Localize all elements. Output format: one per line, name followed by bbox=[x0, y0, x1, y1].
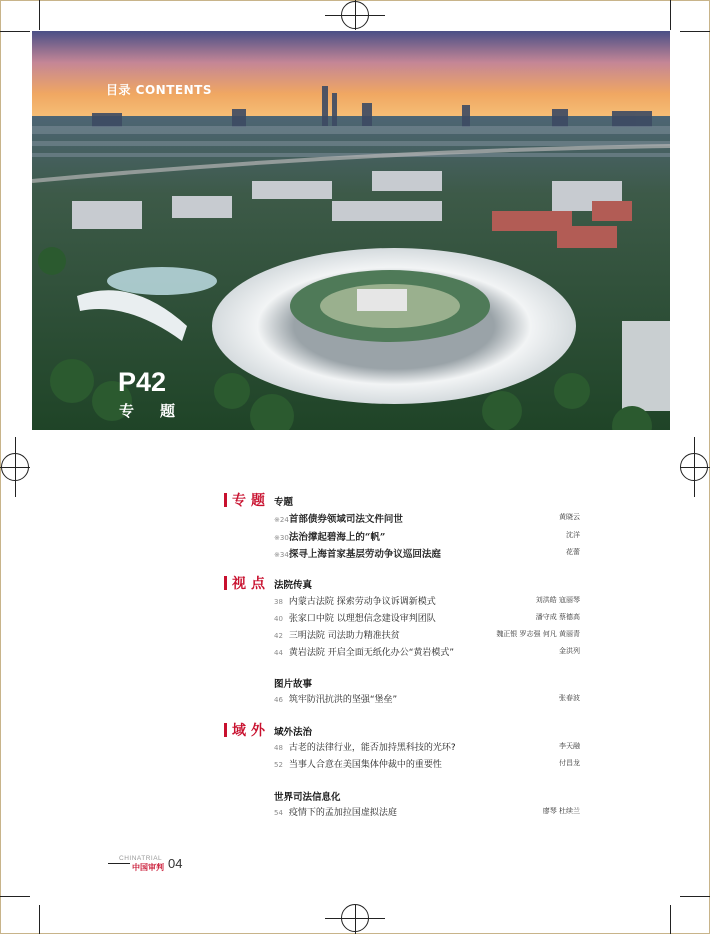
article-author: 潘守成 蔡德高 bbox=[535, 613, 580, 621]
list-item[interactable]: 40 张家口中院 以理想信念建设审判团队 潘守成 蔡德高 bbox=[274, 613, 580, 624]
article-author: 廖琴 杜续兰 bbox=[542, 807, 580, 815]
featured-page-number[interactable]: P42 bbox=[118, 367, 167, 397]
article-title: 内蒙古法院 探索劳动争议诉调新模式 bbox=[288, 597, 436, 607]
group-title-foreign-law: 域外法治 bbox=[274, 727, 313, 738]
hero-photo bbox=[32, 31, 670, 430]
article-title: 古老的法律行业，能否加持黑科技的光环? bbox=[288, 743, 456, 753]
list-item[interactable]: 52 当事人合意在美国集体仲裁中的重要性 付昌龙 bbox=[274, 759, 580, 770]
article-author: 付昌龙 bbox=[559, 759, 580, 767]
article-author: 魏正银 罗志强 何凡 黄丽青 bbox=[496, 630, 580, 638]
featured-topic-label: 专题 bbox=[119, 402, 202, 420]
list-item[interactable]: 44 黄岩法院 开启全面无纸化办公“黄岩模式” 金洪列 bbox=[274, 647, 580, 658]
article-title: 张家口中院 以理想信念建设审判团队 bbox=[288, 614, 436, 624]
article-title: 疫情下的孟加拉国虚拟法庭 bbox=[288, 808, 397, 818]
article-author: 花蕾 bbox=[566, 548, 580, 556]
article-title: 首部债券领域司法文件问世 bbox=[288, 514, 403, 525]
article-title: 探寻上海首家基层劳动争议巡回法庭 bbox=[288, 549, 441, 560]
article-author: 刘洪皓 寇丽琴 bbox=[535, 596, 580, 604]
article-title: 当事人合意在美国集体仲裁中的重要性 bbox=[288, 760, 442, 770]
list-item[interactable]: ※34 探寻上海首家基层劳动争议巡回法庭 花蕾 bbox=[274, 548, 580, 560]
article-author: 沈洋 bbox=[566, 531, 580, 539]
article-author: 李天融 bbox=[559, 742, 580, 750]
article-title: 法治撑起碧海上的“帆” bbox=[288, 532, 386, 543]
page-number: 04 bbox=[168, 856, 183, 871]
section-label-special: 专题 bbox=[224, 490, 270, 510]
magazine-logo: 中国审判 bbox=[132, 863, 164, 872]
list-item[interactable]: 42 三明法院 司法助力精准扶贫 魏正银 罗志强 何凡 黄丽青 bbox=[274, 630, 580, 641]
list-item[interactable]: ※24 首部债券领域司法文件问世 黄晓云 bbox=[274, 513, 580, 525]
list-item[interactable]: ※30 法治撑起碧海上的“帆” 沈洋 bbox=[274, 531, 580, 543]
article-author: 张春波 bbox=[559, 694, 580, 702]
magazine-name-en: CHINATRIAL bbox=[119, 855, 163, 862]
article-title: 三明法院 司法助力精准扶贫 bbox=[288, 631, 400, 641]
group-title-court-news: 法院传真 bbox=[274, 580, 313, 591]
list-item[interactable]: 46 筑牢防汛抗洪的坚强“堡垒” 张春波 bbox=[274, 694, 580, 705]
article-author: 黄晓云 bbox=[559, 513, 580, 521]
group-title-special: 专题 bbox=[274, 497, 294, 508]
footer-rule bbox=[108, 863, 130, 864]
group-title-world-judicial-it: 世界司法信息化 bbox=[274, 792, 341, 803]
list-item[interactable]: 54 疫情下的孟加拉国虚拟法庭 廖琴 杜续兰 bbox=[274, 807, 580, 818]
article-author: 金洪列 bbox=[559, 647, 580, 655]
list-item[interactable]: 38 内蒙古法院 探索劳动争议诉调新模式 刘洪皓 寇丽琴 bbox=[274, 596, 580, 607]
article-title: 筑牢防汛抗洪的坚强“堡垒” bbox=[288, 695, 398, 705]
group-title-photo-story: 图片故事 bbox=[274, 679, 313, 690]
list-item[interactable]: 48 古老的法律行业，能否加持黑科技的光环? 李天融 bbox=[274, 742, 580, 753]
article-title: 黄岩法院 开启全面无纸化办公“黄岩模式” bbox=[288, 648, 455, 658]
section-label-viewpoint: 视点 bbox=[224, 573, 270, 593]
contents-label: 目录 CONTENTS bbox=[106, 83, 212, 97]
section-label-abroad: 域外 bbox=[224, 720, 270, 740]
